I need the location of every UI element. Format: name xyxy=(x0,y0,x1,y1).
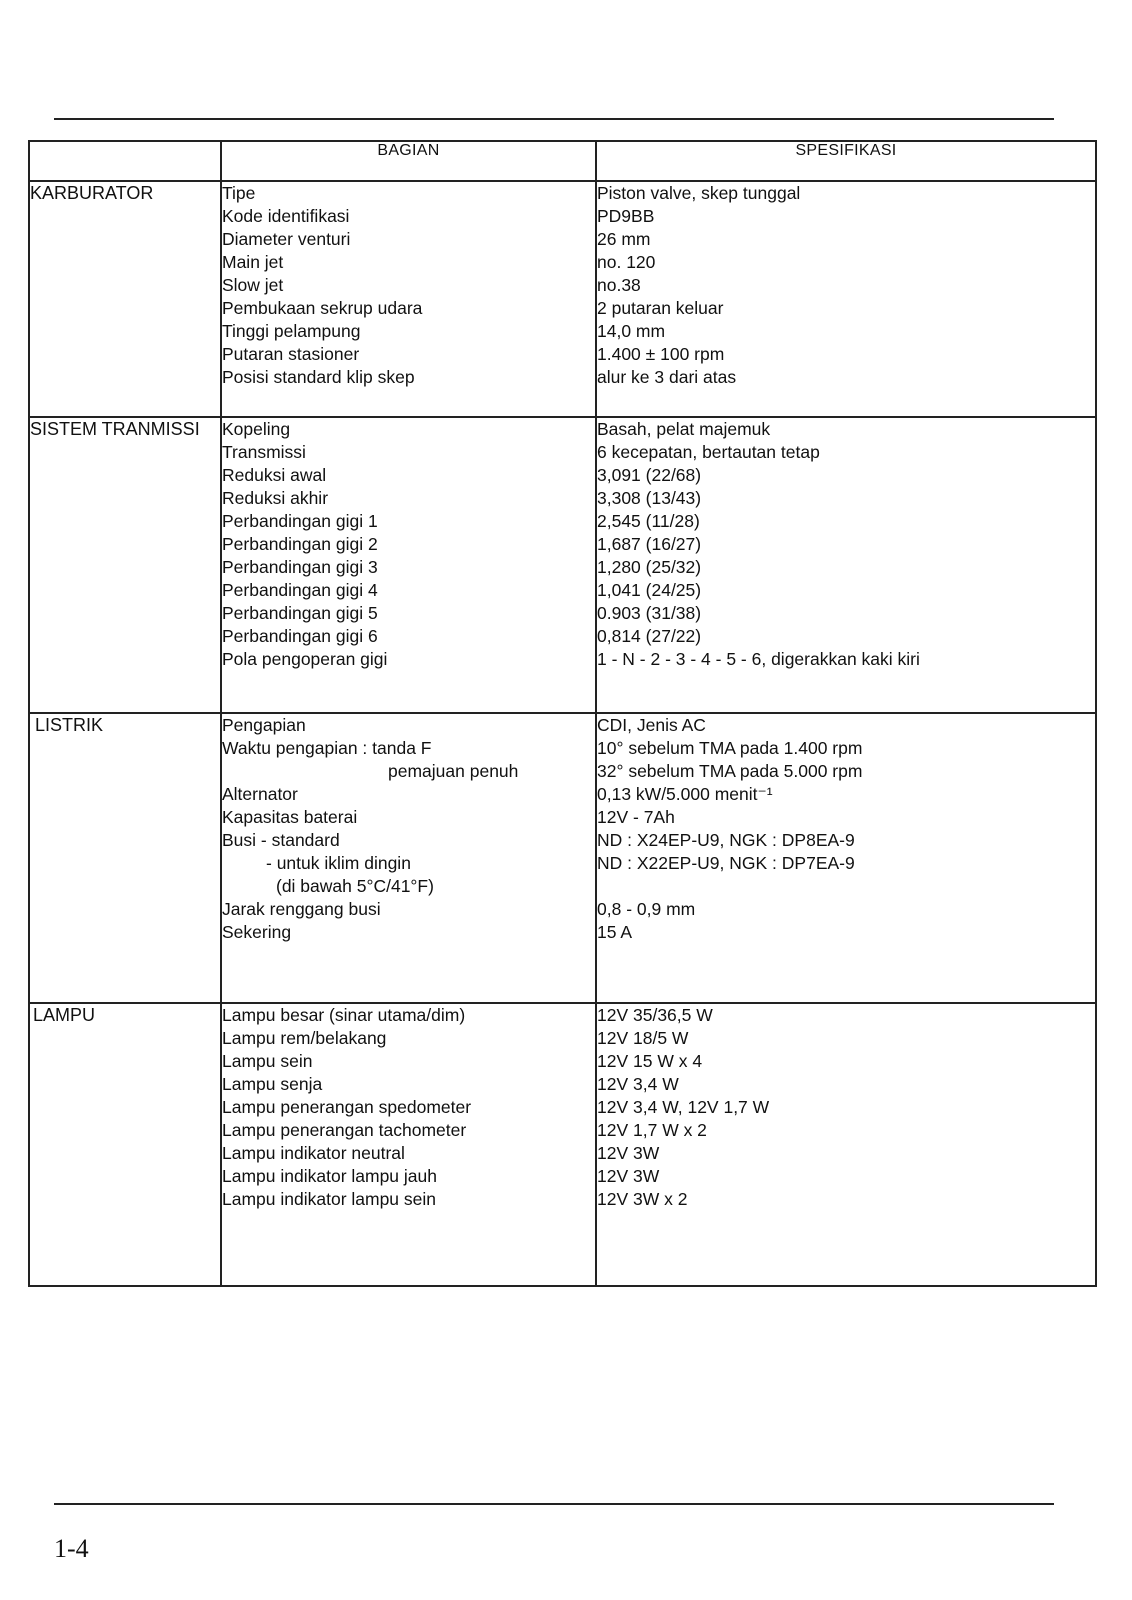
spec-value: 10° sebelum TMA pada 1.400 rpm xyxy=(597,738,863,758)
part-item: Transmissi xyxy=(222,442,306,462)
section-label-karburator: KARBURATOR xyxy=(30,183,154,203)
part-item: Diameter venturi xyxy=(222,229,351,249)
part-item: Tinggi pelampung xyxy=(222,321,361,341)
spec-value: 15 A xyxy=(597,922,633,942)
part-item: Main jet xyxy=(222,252,284,272)
part-item: Lampu indikator neutral xyxy=(222,1143,405,1163)
bottom-rule xyxy=(54,1503,1054,1505)
table-row-sistem-tranmissi xyxy=(29,417,1096,713)
spec-value xyxy=(597,875,1095,898)
part-item: pemajuan penuh xyxy=(388,761,519,781)
spec-value: 0,13 kW/5.000 menit⁻¹ xyxy=(597,784,773,804)
spec-value: 12V 15 W x 4 xyxy=(597,1051,703,1071)
spec-value: 12V 3,4 W xyxy=(597,1074,679,1094)
part-item: Reduksi awal xyxy=(222,465,327,485)
part-item: Perbandingan gigi 2 xyxy=(222,534,378,554)
part-item: Lampu rem/belakang xyxy=(222,1028,387,1048)
section-label-listrik: LISTRIK xyxy=(35,715,104,735)
part-item: Sekering xyxy=(222,922,292,942)
part-item: Jarak renggang busi xyxy=(222,899,381,919)
part-item: Alternator xyxy=(222,784,298,804)
spec-value: 1,041 (24/25) xyxy=(597,580,702,600)
spec-value: 1,280 (25/32) xyxy=(597,557,702,577)
page-number: 1-4 xyxy=(54,1534,89,1563)
spec-value: 12V 3W x 2 xyxy=(597,1189,688,1209)
header-spesifikasi: SPESIFIKASI xyxy=(596,141,1096,181)
part-item: Busi - standard xyxy=(222,830,340,850)
specs-cell xyxy=(596,181,1096,417)
spec-value: 12V 3W xyxy=(597,1166,660,1186)
spec-value: 1 - N - 2 - 3 - 4 - 5 - 6, digerakkan kaki kiri xyxy=(597,649,920,669)
part-item: Lampu sein xyxy=(222,1051,313,1071)
spec-value: 12V 35/36,5 W xyxy=(597,1005,713,1025)
part-item: Pengapian xyxy=(222,715,306,735)
spec-value: 1,687 (16/27) xyxy=(597,534,702,554)
specs-cell xyxy=(596,417,1096,713)
spec-value: 6 kecepatan, bertautan tetap xyxy=(597,442,820,462)
specs-cell xyxy=(596,713,1096,1003)
part-item: (di bawah 5°C/41°F) xyxy=(276,876,434,896)
section-cell xyxy=(29,181,221,417)
part-item: Perbandingan gigi 5 xyxy=(222,603,378,623)
part-item: Perbandingan gigi 6 xyxy=(222,626,378,646)
part-item: Kopeling xyxy=(222,419,291,439)
table-row-lampu xyxy=(29,1003,1096,1286)
spec-value: alur ke 3 dari atas xyxy=(597,367,737,387)
part-item: - untuk iklim dingin xyxy=(266,853,411,873)
section-label-lampu: LAMPU xyxy=(33,1005,96,1025)
spec-value: 26 mm xyxy=(597,229,651,249)
part-item: Pembukaan sekrup udara xyxy=(222,298,423,318)
part-item: Perbandingan gigi 1 xyxy=(222,511,378,531)
part-item: Perbandingan gigi 3 xyxy=(222,557,378,577)
section-label-sistem-tranmissi: SISTEM TRANMISSI xyxy=(30,419,200,439)
table-header-row xyxy=(29,141,1096,181)
top-rule xyxy=(54,118,1054,120)
spec-value: 0.903 (31/38) xyxy=(597,603,702,623)
header-empty-cell xyxy=(29,141,221,181)
spec-value: no. 120 xyxy=(597,252,656,272)
spec-value: no.38 xyxy=(597,275,641,295)
spec-value: PD9BB xyxy=(597,206,655,226)
spec-value: 1.400 ± 100 rpm xyxy=(597,344,725,364)
header-bagian: BAGIAN xyxy=(221,141,596,181)
spec-value: ND : X22EP-U9, NGK : DP7EA-9 xyxy=(597,853,855,873)
part-item: Slow jet xyxy=(222,275,284,295)
section-cell xyxy=(29,1003,221,1286)
spec-value: 12V 1,7 W x 2 xyxy=(597,1120,707,1140)
spec-value: 3,308 (13/43) xyxy=(597,488,702,508)
spec-value: ND : X24EP-U9, NGK : DP8EA-9 xyxy=(597,830,855,850)
parts-cell xyxy=(221,713,596,1003)
parts-cell xyxy=(221,181,596,417)
spec-value: 2 putaran keluar xyxy=(597,298,724,318)
specs-cell xyxy=(596,1003,1096,1286)
specification-table xyxy=(28,140,1097,1287)
part-item: Pola pengoperan gigi xyxy=(222,649,388,669)
spec-value: 2,545 (11/28) xyxy=(597,511,700,531)
spec-value: 0,814 (27/22) xyxy=(597,626,702,646)
spec-value: 32° sebelum TMA pada 5.000 rpm xyxy=(597,761,863,781)
spec-value: CDI, Jenis AC xyxy=(597,715,706,735)
part-item: Kode identifikasi xyxy=(222,206,350,226)
part-item: Reduksi akhir xyxy=(222,488,329,508)
spec-value: 12V 3,4 W, 12V 1,7 W xyxy=(597,1097,770,1117)
table-row-listrik xyxy=(29,713,1096,1003)
spec-value: 3,091 (22/68) xyxy=(597,465,702,485)
part-item: Lampu besar (sinar utama/dim) xyxy=(222,1005,466,1025)
spec-value: 12V - 7Ah xyxy=(597,807,675,827)
spec-value: 0,8 - 0,9 mm xyxy=(597,899,696,919)
part-item: Lampu penerangan tachometer xyxy=(222,1120,467,1140)
section-cell xyxy=(29,713,221,1003)
part-item: Lampu indikator lampu sein xyxy=(222,1189,437,1209)
section-cell xyxy=(29,417,221,713)
parts-cell xyxy=(221,417,596,713)
part-item: Lampu indikator lampu jauh xyxy=(222,1166,437,1186)
spec-value: 12V 3W xyxy=(597,1143,660,1163)
part-item: Posisi standard klip skep xyxy=(222,367,415,387)
parts-cell xyxy=(221,1003,596,1286)
spec-value: Basah, pelat majemuk xyxy=(597,419,771,439)
part-item: Lampu senja xyxy=(222,1074,323,1094)
spec-value: 12V 18/5 W xyxy=(597,1028,689,1048)
part-item: Putaran stasioner xyxy=(222,344,360,364)
part-item: Kapasitas baterai xyxy=(222,807,358,827)
table-row-karburator xyxy=(29,181,1096,417)
part-item: Tipe xyxy=(222,183,256,203)
part-item: Perbandingan gigi 4 xyxy=(222,580,378,600)
spec-value: Piston valve, skep tunggal xyxy=(597,183,801,203)
part-item: Waktu pengapian : tanda F xyxy=(222,738,432,758)
spec-value: 14,0 mm xyxy=(597,321,666,341)
part-item: Lampu penerangan spedometer xyxy=(222,1097,472,1117)
